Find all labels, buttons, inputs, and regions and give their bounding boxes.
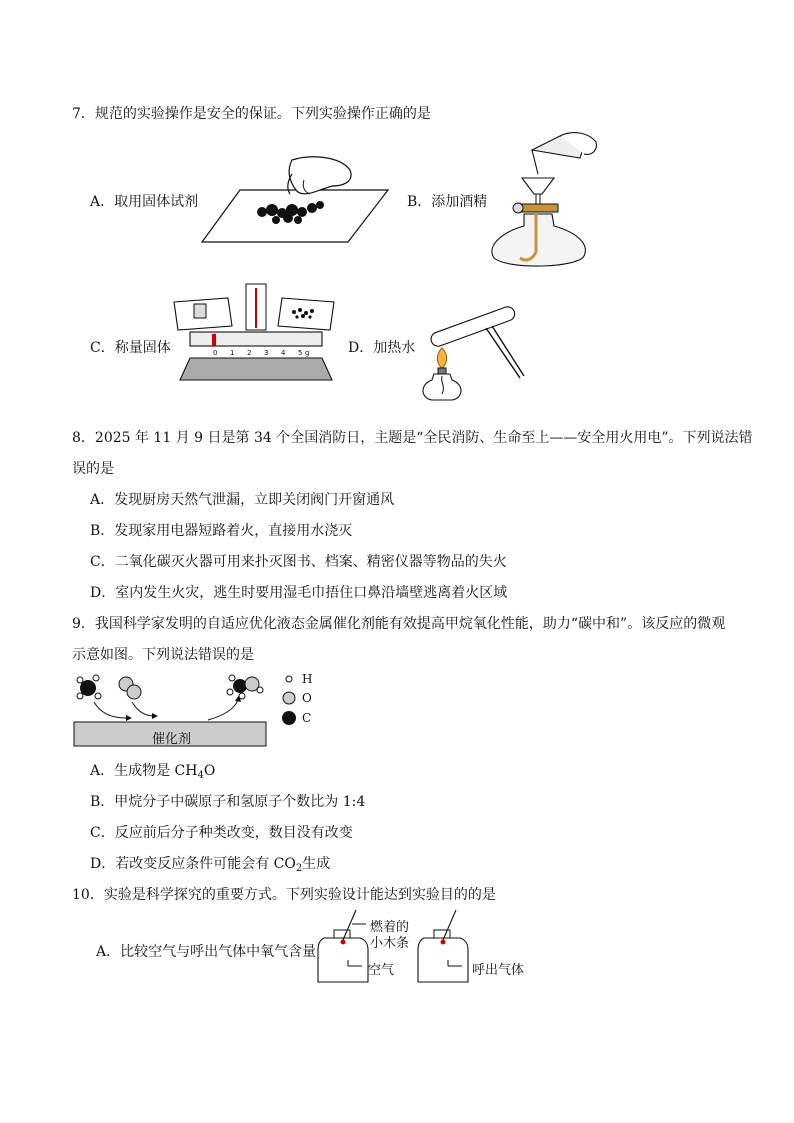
q9-stem-line2: 示意如图。下列说法错误的是 <box>72 647 254 663</box>
air-label: 空气 <box>368 963 395 978</box>
scale-tick-4: 4 <box>281 349 286 357</box>
q7-option-b-label: B．添加酒精 <box>407 194 488 210</box>
legend-h: H <box>302 672 313 686</box>
q9-stem-line1: 9．我国科学家发明的自适应优化液态金属催化剂能有效提高甲烷氧化性能，助力“碳中和”。该反应的微观 <box>72 616 726 632</box>
q9-option-d-subscript: 2 <box>295 863 303 874</box>
alcohol-lamp-funnel-illustration <box>480 128 610 276</box>
q8-stem-line2: 误的是 <box>72 461 114 477</box>
q8-option-b: B．发现家用电器短路着火，直接用水浇灭 <box>90 523 353 539</box>
q7-option-a-label: A．取用固体试剂 <box>90 194 199 210</box>
stick-label-line1: 燃着的 <box>370 920 410 935</box>
q7-option-d-label: D．加热水 <box>348 340 416 356</box>
scale-tick-0: 0 <box>213 349 218 357</box>
scale-tick-5: 5 <box>298 349 303 357</box>
scale-tick-1: 1 <box>230 349 235 357</box>
carbon-atom-icon <box>282 711 296 725</box>
q7-stem: 7．规范的实验操作是安全的保证。下列实验操作正确的是 <box>72 106 431 122</box>
q8-option-a: A．发现厨房天然气泄漏，立即关闭阀门开窗通风 <box>90 492 395 508</box>
q8-option-c: C．二氧化碳灭火器可用来扑灭图书、档案、精密仪器等物品的失火 <box>90 554 507 570</box>
q9-option-a <box>90 760 215 781</box>
catalyst-label: 催化剂 <box>152 732 192 747</box>
oxygen-atom-icon <box>283 692 295 704</box>
q9-option-b: B．甲烷分子中碳原子和氢原子个数比为 1:4 <box>90 794 366 810</box>
heating-test-tube-illustration <box>412 290 542 402</box>
exhaled-gas-label: 呼出气体 <box>472 963 525 978</box>
stick-label-line2: 小木条 <box>370 936 410 951</box>
q9-option-a-text: A．生成物是 CH <box>90 763 198 779</box>
q9-option-c: C．反应前后分子种类改变，数目没有改变 <box>90 825 353 841</box>
hydrogen-atom-icon <box>286 676 292 682</box>
legend-c: C <box>302 711 312 725</box>
scale-tick-2: 2 <box>247 349 252 357</box>
legend-o: O <box>302 691 312 705</box>
q8-stem-line1: 8．2025 年 11 月 9 日是第 34 个全国消防日，主题是“全民消防、生命至上——安全用火用电”。下列说法错 <box>72 430 753 446</box>
q9-option-d <box>90 853 330 874</box>
q10-stem: 10．实验是科学探究的重要方式。下列实验设计能达到实验目的的是 <box>72 887 496 903</box>
q9-option-d-suffix: 生成 <box>302 856 331 872</box>
q9-option-a-subscript: 4 <box>197 770 204 781</box>
q7-option-c-label: C．称量固体 <box>90 340 171 356</box>
q8-option-d: D．室内发生火灾，逃生时要用湿毛巾捂住口鼻沿墙壁逃离着火区域 <box>90 585 508 601</box>
scale-tick-3: 3 <box>264 349 269 357</box>
balance-scale-illustration <box>170 282 342 382</box>
scale-unit: g <box>305 349 310 357</box>
q9-option-d-text: D．若改变反应条件可能会有 CO <box>90 856 296 872</box>
hand-grabbing-solid-illustration <box>200 150 400 246</box>
q10-option-a: A．比较空气与呼出气体中氧气含量 <box>96 944 317 960</box>
q9-option-a-suffix: O <box>203 763 216 779</box>
